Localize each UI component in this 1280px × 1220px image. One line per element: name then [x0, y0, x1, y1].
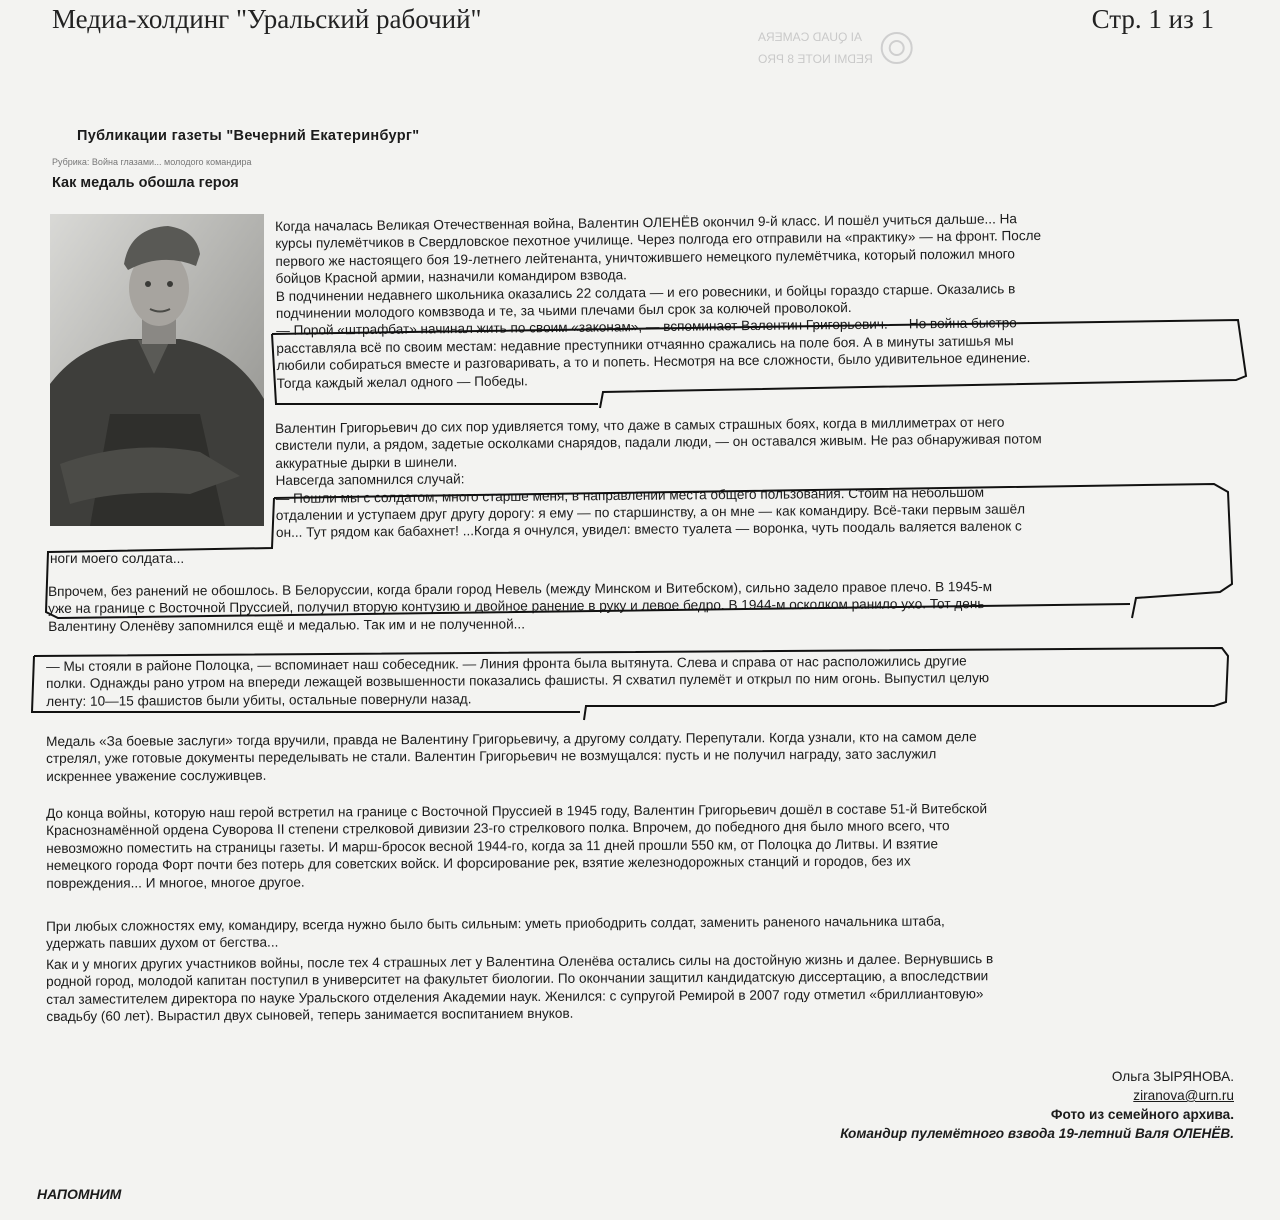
- remind-heading: НАПОМНИМ: [37, 1186, 122, 1202]
- photo-caption: Командир пулемётного взвода 19-летний Валя ОЛЕНЁВ.: [840, 1126, 1234, 1141]
- paragraph-7: При любых сложностях ему, командиру, всегда нужно было быть сильным: уметь приободрить солдат, заменить раненого начальника штаба, удержать павших духом от бегства...: [46, 913, 945, 952]
- signature-block: [840, 1067, 1234, 1143]
- watermark-line-2: REDMI NOTE 8 PRO: [758, 52, 873, 66]
- article-headline: Как медаль обошла героя: [52, 175, 239, 191]
- paragraph-2: Валентин Григорьевич до сих пор удивляется тому, что даже в самых страшных боях, когда в миллиметрах от него свистели пули, а рядом, задетые осколками снарядов, падали люди, — он оставался живым. Не раз обнаруживая потом аккуратные дырки в шинели. Навсегда запомнился случай: — Пошли мы с солдатом, много старше меня, в направлении места общего пользования. Стоим на небольшом отдалении и уступаем друг другу дорогу: я ему — по старшинству, а он мне — как командиру. Всё-таки первым зашёл он... Тут рядом как бабахнет! ...Когда я очнулся, увидел: вместо туалета — воронка, чуть поодаль валяется валенок с: [275, 414, 1042, 541]
- paragraph-1: Когда началась Великая Отечественная война, Валентин ОЛЕНЁВ окончил 9-й класс. И пошёл учиться дальше... На курсы пулемётчиков в Свердловское пехотное училище. Через полгода его отправили на «практику» — на фронт. После первого же настоящего боя 19-летнего лейтенанта, уничтожившего немецкого пулемётчика, который положил много бойцов Красной армии, назначили командиром взвода. В подчинении недавнего школьника оказались 22 солдата — и его ровесники, и бойцы гораздо старше. Оказались в подчинении молодого комвзвода и те, за чьими плечами был срок за колючей проволокой. — Порой «штрафбат» начинал жить по своим «законам», — вспоминает Валентин Григорьевич. — Но война быстро расставляла всё по своим местам: недавние преступники отчаянно сражались на поле боя. А в минуты затишья мы любили собираться вместе и разговаривать, а то и попеть. Несмотря на все сложности, было удивительное единение. Тогда каждый желал одного — Победы.: [275, 211, 1042, 391]
- header-page-number: Стр. 1 из 1: [1091, 4, 1214, 34]
- camera-watermark: [758, 26, 913, 70]
- watermark-line-1: AI QUAD CAMERA: [758, 30, 863, 44]
- soldier-portrait-photo: [50, 214, 264, 526]
- paragraph-2-tail: ноги моего солдата...: [50, 551, 185, 566]
- publication-title: Публикации газеты "Вечерний Екатеринбург": [77, 128, 420, 144]
- rubric: Рубрика: Война глазами... молодого командира: [52, 157, 252, 167]
- camera-lens-icon: [881, 32, 913, 64]
- header-publisher: Медиа-холдинг "Уральский рабочий": [52, 4, 482, 34]
- author-email-link[interactable]: ziranova@urn.ru: [1133, 1088, 1234, 1103]
- photo-source: Фото из семейного архива.: [1050, 1107, 1234, 1122]
- author-name: Ольга ЗЫРЯНОВА.: [1111, 1069, 1234, 1084]
- paragraph-3: Впрочем, без ранений не обошлось. В Белоруссии, когда брали город Невель (между Минском и Витебском), сильно задело правое плечо. В 1945-м уже на границе с Восточной Пруссией, получил вторую контузию и двойное ранение в руку и левое бедро. В 1944-м осколком ранило ухо. Тот день Валентину Оленёву запомнился ещё и медалью. Так им и не полученной...: [48, 579, 993, 634]
- paragraph-6: До конца войны, которую наш герой встретил на границе с Восточной Пруссией в 1945 году, Валентин Григорьевич дошёл в составе 51-й Витебской Краснознамённой ордена Суворова II степени стрелковой дивизии 23-го стрелкового полка. Впрочем, до победного дня было много всего, что невозможно поместить на страницы газеты. И марш-бросок весной 1944-го, когда за 11 дней прошли 550 км, от Полоцка до Литвы. И взятие немецкого города Форт почти без потерь для советских войск. И форсирование рек, взятие железнодорожных станций и городов, без их повреждения... И многое, многое другое.: [46, 801, 988, 891]
- paragraph-4-quote: — Мы стояли в районе Полоцка, — вспоминает наш собеседник. — Линия фронта была вытянута. Слева и справа от нас расположились другие полки. Однажды рано утром на впереди лежащей возвышенности показались фашисты. Я схватил пулемёт и открыл по ним огонь. Выпустил целую ленту: 10—15 фашистов были убиты, остальные повернули назад.: [46, 653, 990, 709]
- paragraph-5: Медаль «За боевые заслуги» тогда вручили, правда не Валентину Григорьевичу, а другому солдату. Перепутали. Когда узнали, кто на самом деле стрелял, уже готовые документы переделывать не стали. Валентин Григорьевич не возмущался: пусть и не получил награду, зато заслужил искреннее уважение сослуживцев.: [46, 729, 977, 784]
- paragraph-8: Как и у многих других участников войны, после тех 4 страшных лет у Валентина Оленёва остались силы на достойную жизнь и далее. Вернувшись в родной город, молодой капитан поступил в университет на факультет биологии. По окончании защитил кандидатскую диссертацию, а впоследствии стал заместителем директора по науке Уральского отделения Академии наук. Женился: с супругой Ремирой в 2007 году отметил «бриллиантовую» свадьбу (60 лет). Вырастил двух сыновей, теперь занимается воспитанием внуков.: [46, 951, 994, 1025]
